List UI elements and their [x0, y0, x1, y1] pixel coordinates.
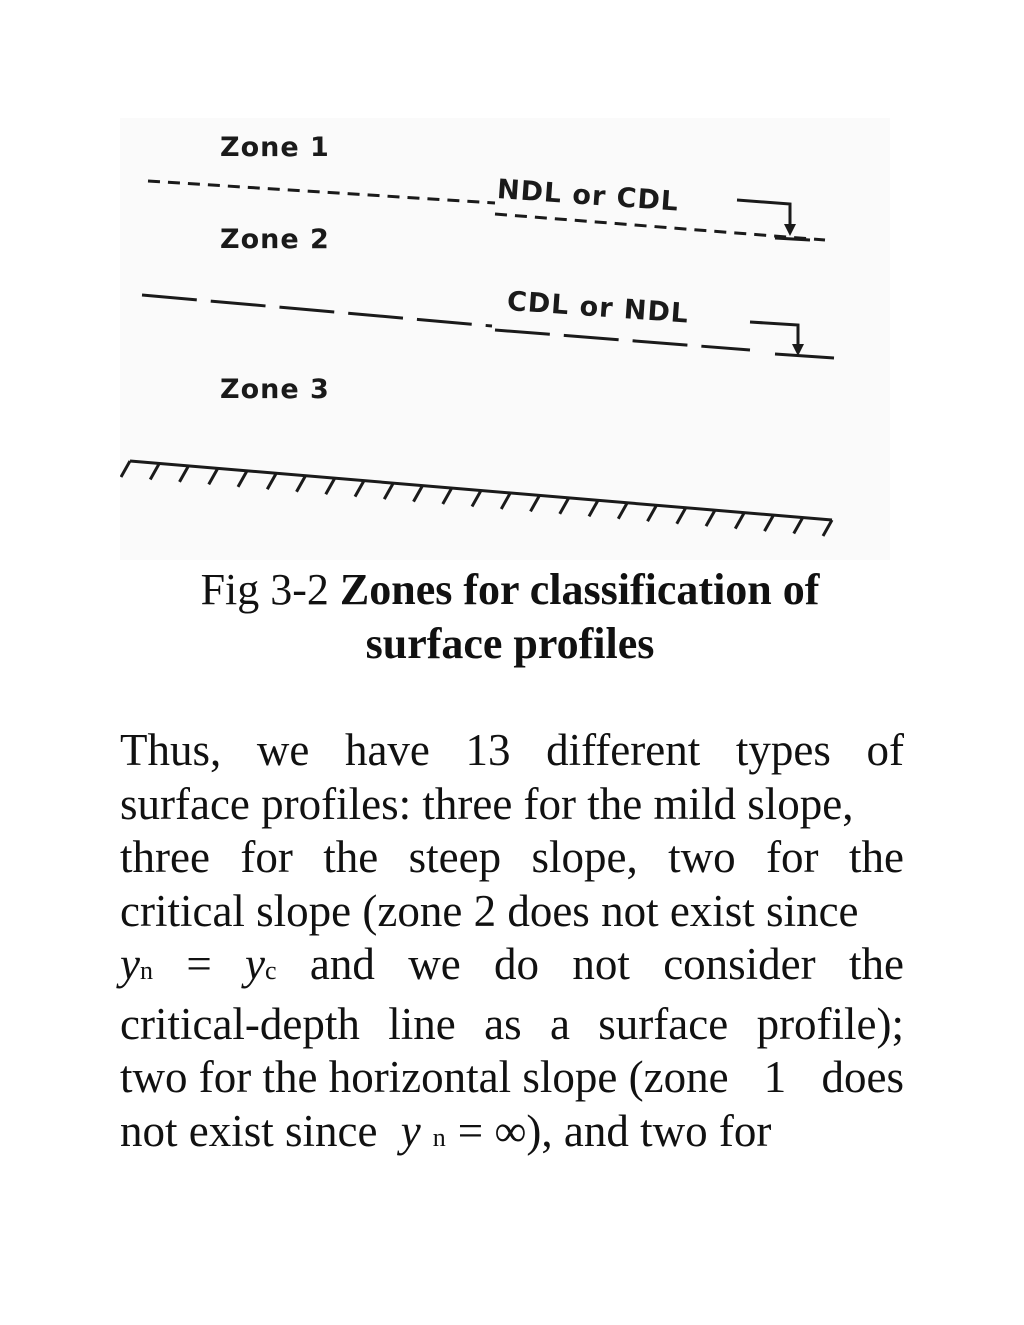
figure-caption [120, 563, 900, 671]
word: two [668, 832, 736, 882]
zones-figure [120, 118, 890, 560]
bed-hatch-mark [589, 500, 598, 516]
channel-bed-hatching [121, 461, 832, 536]
paragraph-line-3 [120, 831, 904, 885]
bed-hatch-mark [150, 463, 159, 479]
line-text [120, 1105, 771, 1165]
word: consider [663, 939, 816, 989]
bed-hatch-mark [297, 476, 306, 492]
lower-line-arrow [750, 322, 798, 350]
word: three [120, 832, 210, 882]
word: not [572, 939, 630, 989]
word: two for the horizontal slope (zone [120, 1052, 729, 1102]
bed-hatch-mark [414, 486, 423, 502]
word: slope, [531, 832, 638, 882]
bed-hatch-mark [443, 488, 452, 504]
word: a [549, 998, 570, 1049]
word: steep [408, 832, 502, 882]
word: 13 [465, 725, 511, 775]
normal-depth-symbol [120, 938, 153, 998]
caption-title-line1: Zones for classification of [339, 565, 820, 614]
bed-hatch-mark [823, 520, 832, 536]
caption-prefix: Fig 3-2 [200, 565, 329, 614]
bed-hatch-mark [648, 505, 657, 521]
upper-depth-line-left [148, 181, 495, 203]
bed-hatch-mark [531, 495, 540, 511]
bed-hatch-mark [765, 515, 774, 531]
word: as [484, 998, 522, 1049]
bed-hatch-mark [618, 503, 627, 519]
bed-hatch-mark [209, 468, 218, 484]
word: for [766, 832, 819, 882]
bed-hatch-mark [560, 498, 569, 514]
upper-depth-line-right [495, 214, 825, 240]
word: line [388, 998, 456, 1049]
text-run: not exist since [120, 1105, 389, 1156]
word: critical-depth [120, 998, 360, 1049]
bed-hatch-mark [267, 473, 276, 489]
subscript-n: n [139, 956, 153, 985]
zone-3-label: Zone 3 [220, 374, 330, 405]
bed-hatch-mark [501, 493, 510, 509]
bed-hatch-mark [677, 508, 686, 524]
upper-line-label: NDL or CDL [495, 174, 681, 218]
paragraph-line-8 [120, 1105, 904, 1165]
word: the [848, 939, 904, 989]
word: profile); [756, 998, 904, 1049]
paragraph-line-5 [120, 938, 904, 998]
word: different [546, 725, 701, 775]
lower-depth-line-right [495, 330, 750, 350]
paragraph-line-2 [120, 778, 904, 832]
lower-line-label: CDL or NDL [505, 286, 691, 330]
word: and [309, 939, 375, 989]
paragraph-line-7 [120, 1051, 904, 1105]
y-symbol: y [120, 939, 140, 989]
bed-hatch-mark [238, 471, 247, 487]
word: 1 [763, 1052, 787, 1102]
word: have [344, 725, 430, 775]
word: the [323, 832, 379, 882]
word: we [256, 725, 310, 775]
paragraph-line-6 [120, 998, 904, 1052]
word: does [821, 1052, 904, 1102]
word: Thus, [120, 725, 222, 775]
equals-sign: = [186, 939, 212, 989]
subscript-n: n [432, 1122, 446, 1152]
word: the [848, 832, 904, 882]
word: do [494, 939, 540, 989]
word: we [408, 939, 461, 989]
lower-depth-line-left [142, 295, 492, 326]
paragraph-line-4 [120, 885, 904, 939]
zone-1-label: Zone 1 [220, 132, 330, 163]
zone-2-label: Zone 2 [220, 224, 330, 255]
text-run: = ∞), and two for [457, 1105, 772, 1156]
word: surface [598, 998, 729, 1049]
y-symbol: y [400, 1105, 421, 1156]
bed-hatch-mark [384, 483, 393, 499]
line-text: critical slope (zone 2 does not exist since [120, 885, 859, 936]
word: of [866, 725, 904, 775]
bed-hatch-mark [472, 491, 481, 507]
line-text: surface profiles: three for the mild slope, [120, 778, 854, 829]
bed-hatch-mark [326, 478, 335, 494]
bed-hatch-mark [794, 518, 803, 534]
bed-hatch-mark [735, 513, 744, 529]
critical-depth-symbol [245, 938, 277, 998]
subscript-c: c [265, 956, 277, 985]
caption-title-line2: surface profiles [365, 619, 655, 668]
bed-hatch-mark [180, 466, 189, 482]
bed-hatch-mark [121, 461, 130, 477]
upper-line-arrow [737, 200, 790, 230]
y-symbol: y [245, 939, 266, 989]
body-paragraph [120, 724, 904, 1164]
bed-hatch-mark [706, 510, 715, 526]
bed-hatch-mark [355, 481, 364, 497]
word: types [735, 725, 831, 775]
word: for [240, 832, 293, 882]
paragraph-line-1 [120, 724, 904, 778]
